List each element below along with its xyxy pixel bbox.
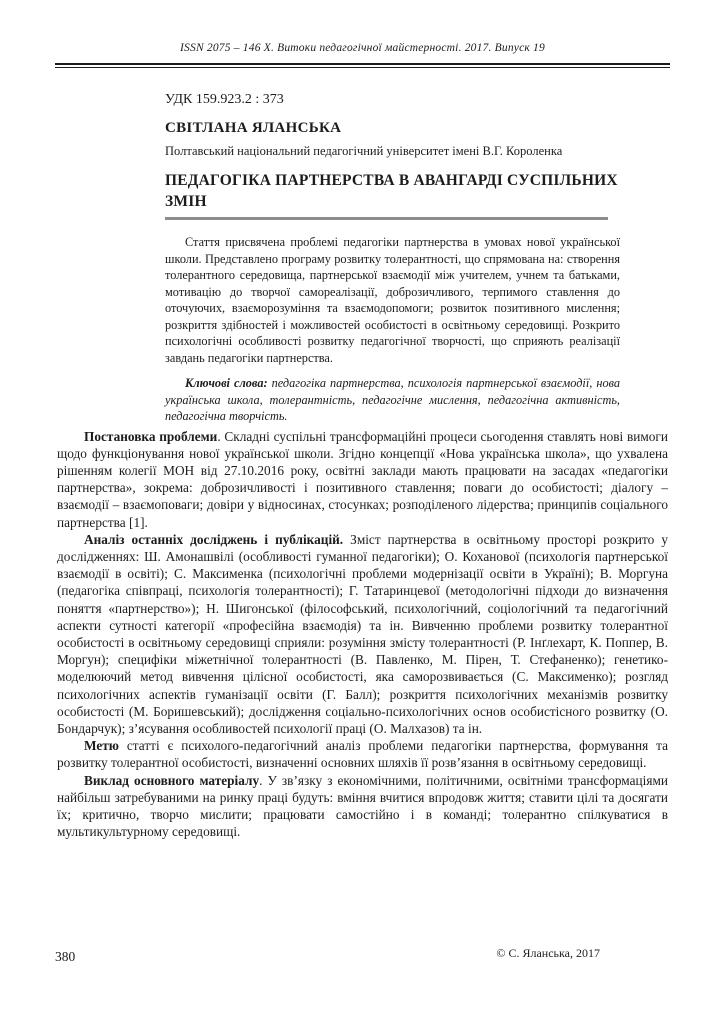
paragraph-lead: Виклад основного матеріалу: [84, 772, 260, 788]
paragraph-lead: Метю: [84, 738, 119, 754]
header-double-rule: [55, 63, 670, 68]
body-paragraph-analysis: [57, 531, 668, 737]
article-title: ПЕДАГОГІКА ПАРТНЕРСТВА В АВАНГАРДІ СУСПІЛЬНИХ ЗМІН: [165, 172, 618, 210]
udc-code: УДК 159.923.2 : 373: [165, 92, 284, 107]
page-number: 380: [55, 949, 76, 964]
article-body: [57, 428, 668, 841]
front-matter: [165, 92, 620, 425]
paragraph-text: Зміст партнерства в освітньому просторі розкрито у дослідженнях: Ш. Амонашвілі (особливості гуманної педагогіки); О. Коханової (психологія партнерської взаємодії в освіті); С. Максименка (психологічні проблеми модернізації освіти в Україні); В. Моргуна (педагогіка співпраці, психологія толерантності); Г. Татаринцевої (методологічні підходи до визначення поняття «партнерство»); Н. Шигонської (філософський, психологічний, соціологічний та педагогічний аспекти сутності категорії «професійна взаємодія) та ін. Вивченню проблеми розвитку толерантної особистості в освітньому середовищі сприяли: розуміння змісту толерантності (Р. Інґлехарт, К. Поппер, В. Моргун); специфіки міжетнічної толерантності (В. Павленко, М. Пірен, Т. Стефаненко); генетико-моделюючий метод вивчення цілісної особистості, яка саморозвивається (С. Максименко); розгляд психологічних аспектів гуманізації освіти (Г. Балл); розкриття психологічних механізмів розвитку особистості (М. Боришевський); дослідження соціально-психологічних основ особистісного розвитку (О. Бондарчук); з’ясування особливостей психології праці (О. Малхазов) та ін.: [57, 531, 669, 736]
title-underline-rule: [165, 217, 608, 220]
author-name: СВІТЛАНА ЯЛАНСЬКА: [165, 120, 342, 136]
paragraph-lead: Постановка проблеми: [84, 428, 218, 444]
keywords-text: педагогіка партнерства, психологія партнерської взаємодії, нова українська школа, толерантність, педагогічне мислення, педагогічна активність, педагогічна творчість.: [165, 376, 621, 423]
body-paragraph-main-material: [57, 772, 668, 841]
copyright-notice: © С. Яланська, 2017: [496, 946, 600, 960]
journal-running-head: ISSN 2075 – 146 X. Витоки педагогічної майстерності. 2017. Випуск 19: [180, 42, 545, 54]
paragraph-text: . Складні суспільні трансформаційні процеси сьогодення ставлять нові вимоги щодо функціонування нової української школи. Згідно концепції «Нова українська школа», що ухвалена рішенням колегії МОН від 27.10.2016 року, освітні заклади мають працювати на засадах «педагогіки партнерства», зокрема: доброзичливості і позитивного ставлення; поваги до особистості; діалогу – взаємодії – взаємоповаги; довіри у відносинах, стосунках; розподіленого лідерства; принципів соціального партнерства [1].: [57, 428, 668, 530]
abstract-text: Стаття присвячена проблемі педагогіки партнерства в умовах нової української школи. Представлено програму розвитку толерантності, що спрямована на: створення толерантного середовища, партнерської взаємодії між учителем, учнем та батьками, мотивацію до творчої самореалізації, доброзичливого, терпимого ставлення до оточуючих, взаєморозуміння та взаємодопомоги; розвиток позитивного мислення; розкриття здібностей і можливостей особистості в освітньому середовищі. Розкрито психологічні особливості розвитку педагогічної творчості, що сприяють реалізації завдань педагогіки партнерства.: [165, 235, 620, 365]
keywords-label: Ключові слова:: [185, 376, 268, 390]
author-affiliation: Полтавський національний педагогічний університет імені В.Г. Короленка: [165, 144, 563, 158]
body-paragraph-aim: [57, 737, 668, 771]
paragraph-text: статті є психолого-педагогічний аналіз проблеми педагогіки партнерства, формування та розвитку толерантної особистості, визначенні основних шляхів її розв’язання в освітньому середовищі.: [57, 738, 668, 771]
keywords-block: [165, 375, 620, 425]
paragraph-text: . У зв’язку з економічними, політичними, освітніми трансформаціями найбільш затребуваними на ринку праці будуть: вміння вчитися впродовж життя; ставити цілі та досягати їх; критично, творчо мислити; працювати самостійно і в команді; толерантно спілкуватися в мультикультурному середовищі.: [57, 772, 668, 840]
body-paragraph-problem-statement: [57, 428, 668, 531]
paragraph-lead: Аналіз останніх досліджень і публікацій.: [84, 531, 344, 547]
